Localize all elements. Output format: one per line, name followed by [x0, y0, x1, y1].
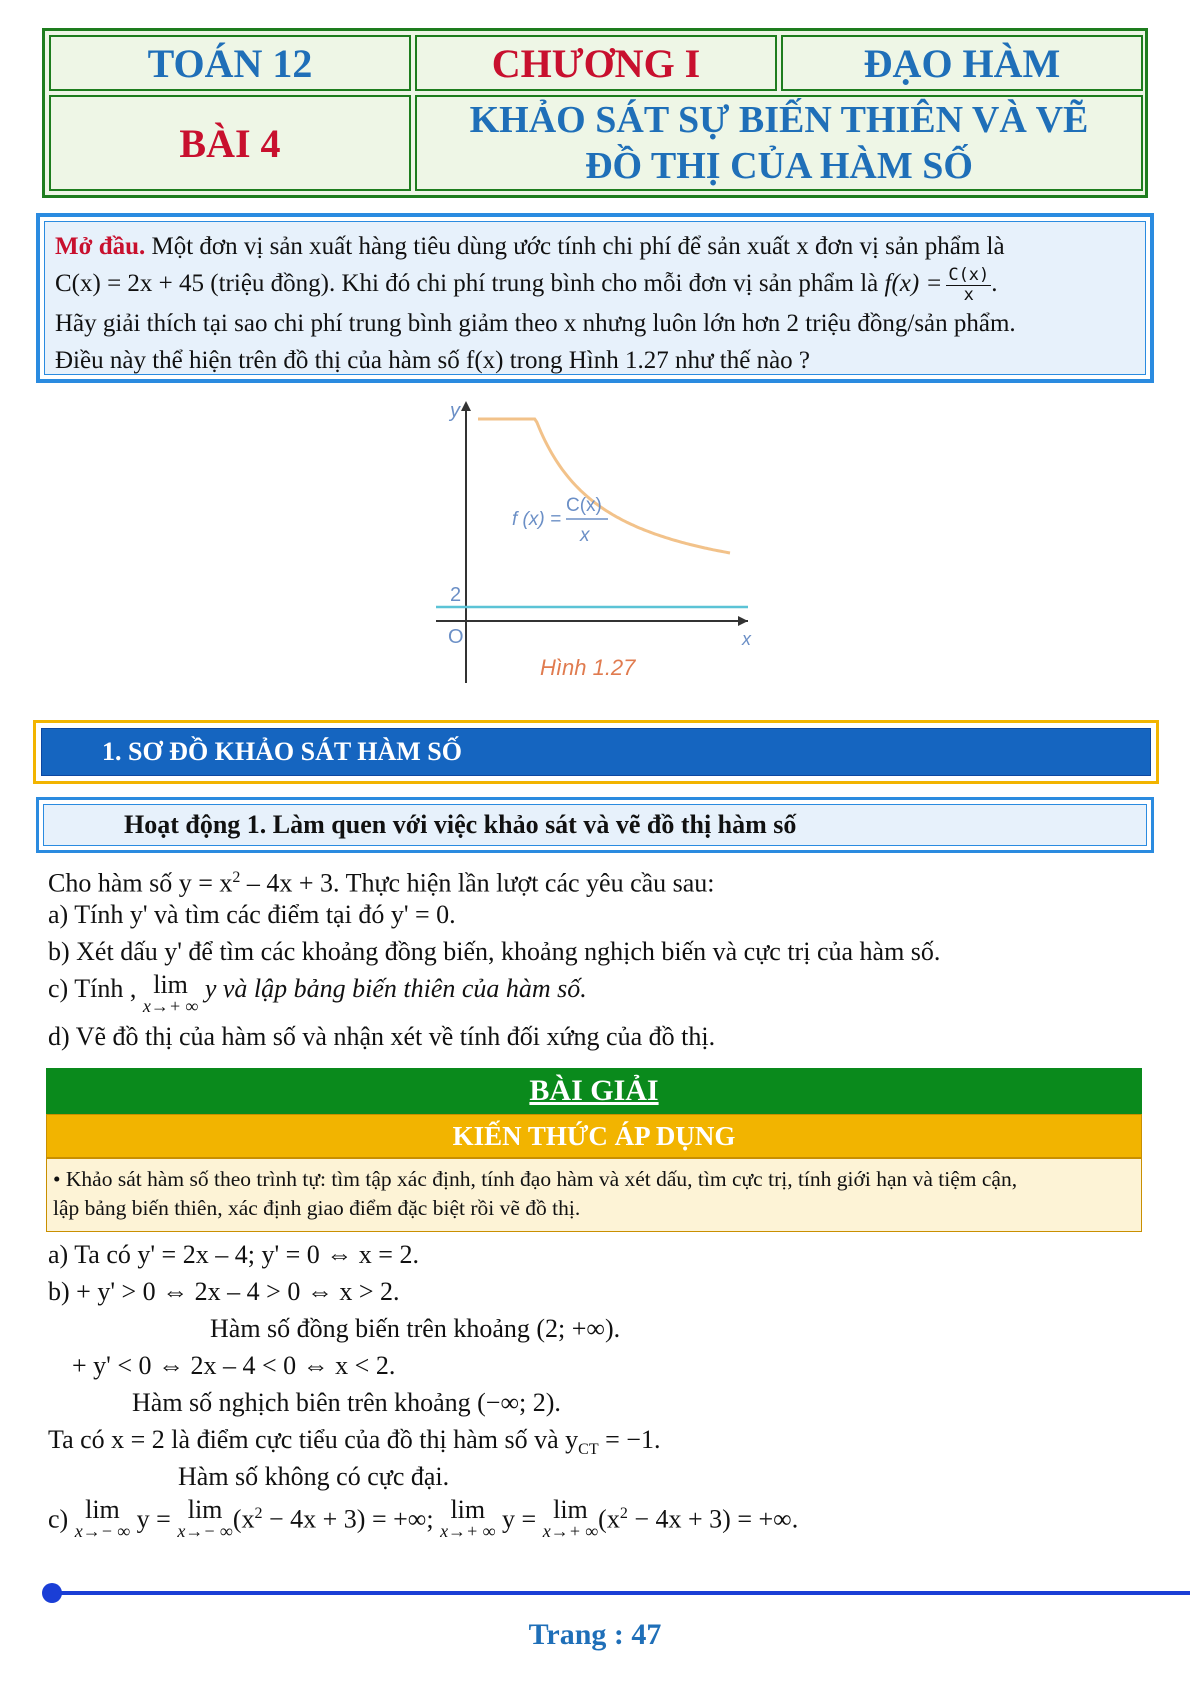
- frac-numerator: C(x): [948, 264, 990, 285]
- x-axis-arrow: [738, 616, 748, 626]
- lim-subscript: x→+ ∞: [142, 996, 199, 1016]
- topic-cell: ĐẠO HÀM: [781, 35, 1143, 91]
- solution-c: [48, 1495, 799, 1541]
- lim-word: lim: [450, 1495, 486, 1524]
- subject-cell: TOÁN 12: [49, 35, 411, 91]
- asymptote-value-label: 2: [450, 584, 462, 606]
- y-equals: y =: [136, 1504, 171, 1534]
- task-intro-a: Cho hàm số y = x: [48, 868, 233, 898]
- solution-b3: + y' < 0 ⇔ 2x – 4 < 0 ⇔ x < 2.: [72, 1351, 396, 1380]
- task-intro-sup: 2: [232, 869, 241, 886]
- intro-line3: Hãy giải thích tại sao chi phí trung bình giảm theo x nhưng luôn lớn hơn 2 triệu đồng/sản phẩm.: [55, 309, 1016, 337]
- x-axis-label: x: [742, 629, 751, 649]
- intro-text2: C(x) = 2x + 45 (triệu đồng). Khi đó chi phí trung bình cho mỗi đơn vị sản phẩm là: [55, 270, 885, 297]
- solution-title: BÀI GIẢI: [529, 1074, 659, 1107]
- origin-label: O: [448, 626, 464, 648]
- expr-sup: 2: [254, 1505, 263, 1522]
- activity1-header: [36, 797, 1154, 853]
- intro-fx: f(x) =: [884, 270, 943, 297]
- knowledge-banner: KIẾN THỨC ÁP DỤNG: [46, 1114, 1142, 1158]
- task-intro: [48, 862, 715, 900]
- lim-subscript: x→− ∞: [177, 1521, 233, 1541]
- expr-open: (x: [598, 1504, 620, 1534]
- lim-word: lim: [553, 1495, 588, 1524]
- knowledge-line2: lập bảng biến thiên, xác định giao điểm đặc biệt rồi vẽ đồ thị.: [53, 1196, 581, 1220]
- solution-b5: [48, 1424, 660, 1466]
- page-number: Trang : 47: [528, 1618, 662, 1651]
- expr-rest-1: − 4x + 3) = +∞;: [262, 1504, 434, 1534]
- task-c-limit: [142, 970, 199, 1016]
- solution-b1: b) + y' > 0 ⇔ 2x – 4 > 0 ⇔ x > 2.: [48, 1277, 400, 1306]
- y-axis-label: y: [450, 400, 460, 422]
- section1-header: [33, 720, 1159, 784]
- lim-word: lim: [153, 970, 188, 999]
- solution-b5-sub: CT: [578, 1441, 599, 1459]
- task-c-pre: c) Tính ,: [48, 974, 137, 1003]
- intro-line2: [55, 265, 1135, 305]
- knowledge-box: [46, 1158, 1142, 1232]
- activity1-title: Hoạt động 1. Làm quen với việc khảo sát và vẽ đồ thị hàm số: [43, 804, 1147, 846]
- solution-a: a) Ta có y' = 2x – 4; y' = 0 ⇔ x = 2.: [48, 1240, 419, 1269]
- lesson-number-cell: BÀI 4: [49, 95, 411, 191]
- task-intro-b: – 4x + 3. Thực hiện lần lượt các yêu cầu sau:: [240, 868, 715, 898]
- chapter-cell: CHƯƠNG I: [415, 35, 777, 91]
- fx-denominator: x: [580, 525, 590, 546]
- intro-line1: [55, 228, 1135, 265]
- solution-b4: Hàm số nghịch biên trên khoảng (−∞; 2).: [132, 1388, 561, 1417]
- lim-subscript: x→− ∞: [74, 1521, 131, 1541]
- intro-lead: Mở đầu.: [55, 233, 146, 260]
- y-equals: y =: [502, 1504, 537, 1534]
- task-c: [48, 970, 587, 1016]
- lesson-header-table: [42, 28, 1148, 198]
- limit-minus-1: [74, 1495, 131, 1541]
- function-curve: [478, 419, 730, 553]
- intro-fraction: [946, 266, 991, 305]
- limit-plus-1: [440, 1495, 496, 1541]
- solution-c-label: c): [48, 1504, 69, 1534]
- lesson-title-line2: ĐỒ THỊ CỦA HÀM SỐ: [585, 145, 973, 187]
- figure-caption: Hình 1.27: [540, 655, 636, 680]
- limit-plus-2: [542, 1495, 599, 1541]
- knowledge-line1: • Khảo sát hàm số theo trình tự: tìm tập xác định, tính đạo hàm và xét dấu, tìm cực trị, tính giới hạn và tiệm cận,: [53, 1167, 1018, 1191]
- lim-word: lim: [85, 1495, 120, 1524]
- intro-line4: Điều này thể hiện trên đồ thị của hàm số f(x) trong Hình 1.27 như thế nào ?: [55, 346, 811, 374]
- expr-open: (x: [232, 1504, 255, 1534]
- lesson-title-cell: [415, 95, 1143, 191]
- limit-minus-2: [177, 1495, 233, 1541]
- lim-subscript: x→+ ∞: [542, 1521, 599, 1541]
- y-axis-arrow: [461, 401, 471, 411]
- task-d: d) Vẽ đồ thị của hàm số và nhận xét về tính đối xứng của đồ thị.: [48, 1022, 716, 1051]
- section1-title: 1. SƠ ĐỒ KHẢO SÁT HÀM SỐ: [41, 728, 1151, 776]
- solution-b5-a: Ta có x = 2 là điểm cực tiểu của đồ thị hàm số và y: [48, 1425, 579, 1454]
- lim-subscript: x→+ ∞: [440, 1521, 496, 1541]
- intro-line2-end: .: [991, 270, 998, 297]
- fx-label: f (x) =: [512, 509, 562, 530]
- intro-text1: Một đơn vị sản xuất hàng tiêu dùng ước tính chi phí để sản xuất x đơn vị sản phẩm là: [145, 233, 1005, 260]
- solution-b5-b: = −1.: [598, 1425, 661, 1454]
- footer-rule: [52, 1591, 1190, 1595]
- function-graph: [430, 397, 750, 687]
- task-a: a) Tính y' và tìm các điểm tại đó y' = 0.: [48, 900, 456, 929]
- expr-rest-2: − 4x + 3) = +∞.: [627, 1504, 799, 1534]
- footer-dot: [42, 1583, 62, 1603]
- solution-banner: [46, 1068, 1142, 1114]
- task-c-post: y và lập bảng biến thiên của hàm số.: [204, 974, 587, 1003]
- intro-box: [36, 213, 1154, 383]
- frac-denominator: x: [963, 284, 974, 305]
- solution-b2: Hàm số đồng biến trên khoảng (2; +∞).: [210, 1314, 621, 1343]
- task-b: b) Xét dấu y' để tìm các khoảng đồng biến, khoảng nghịch biến và cực trị của hàm số.: [48, 937, 941, 966]
- solution-b6: Hàm số không có cực đại.: [178, 1462, 450, 1491]
- lim-word: lim: [187, 1495, 223, 1524]
- expr-sup: 2: [619, 1505, 628, 1522]
- fx-numerator: C(x): [566, 495, 602, 516]
- lesson-title-line1: KHẢO SÁT SỰ BIẾN THIÊN VÀ VẼ: [469, 99, 1089, 141]
